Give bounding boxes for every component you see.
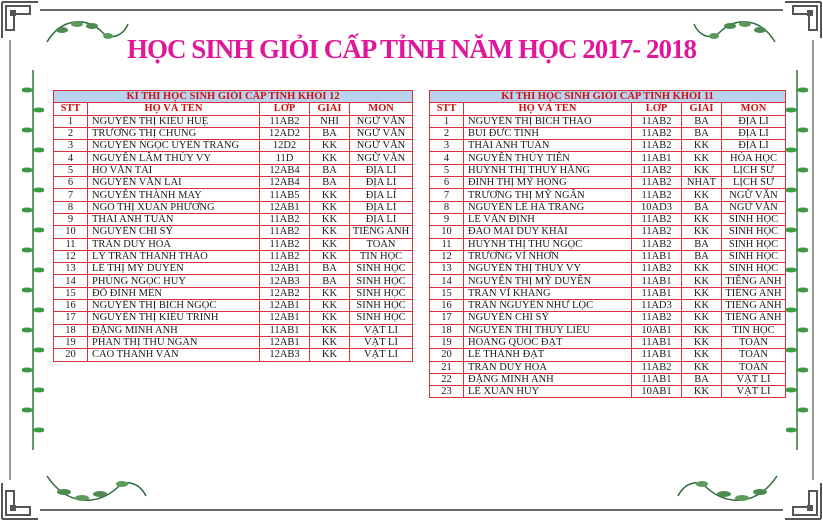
cell-class: 12AB4 (260, 164, 310, 176)
cell-subject: TIẾNG ANH (722, 287, 786, 299)
cell-class: 11AB2 (632, 361, 682, 373)
frame-left-line (9, 40, 11, 480)
table-row (54, 238, 413, 250)
cell-award: KK (310, 287, 350, 299)
cell-class: 11AB1 (632, 373, 682, 385)
cell-name: TRƯƠNG THỊ MỸ NGÂN (464, 189, 632, 201)
cell-name: ĐINH THỊ MỸ HỒNG (464, 177, 632, 189)
cell-award: KK (682, 275, 722, 287)
cell-award: KK (310, 349, 350, 361)
cell-stt: 2 (430, 127, 464, 139)
cell-name: TRẦN DUY HÒA (88, 238, 260, 250)
cell-name: NGUYỄN THÚY TIÊN (464, 152, 632, 164)
cell-award: BA (682, 250, 722, 262)
table-caption: KÌ THI HỌC SINH GIỎI CẤP TỈNH KHỐI 11 (430, 91, 786, 103)
cell-class: 12AB1 (260, 300, 310, 312)
cell-subject: TIẾNG ANH (722, 275, 786, 287)
cell-subject: ĐỊA LÍ (722, 115, 786, 127)
cell-stt: 19 (54, 336, 88, 348)
cell-stt: 6 (430, 177, 464, 189)
cell-subject: NGỮ VĂN (350, 127, 413, 139)
cell-subject: TOÁN (722, 349, 786, 361)
table-row (54, 226, 413, 238)
cell-subject: ĐỊA LÍ (722, 127, 786, 139)
cell-name: LÊ XUÂN HUY (464, 386, 632, 398)
table-row (430, 275, 786, 287)
cell-name: NGUYỄN THỊ THÚY VY (464, 263, 632, 275)
cell-stt: 7 (54, 189, 88, 201)
cell-subject: TIẾNG ANH (350, 226, 413, 238)
cell-stt: 16 (54, 300, 88, 312)
table-row (430, 238, 786, 250)
cell-class: 12D2 (260, 140, 310, 152)
cell-name: TRẦN NGUYỄN NHƯ LỘC (464, 300, 632, 312)
table-row (54, 250, 413, 262)
cell-name: NGUYỄN VĂN LAI (88, 177, 260, 189)
cell-award: KK (682, 263, 722, 275)
cell-class: 11AB1 (632, 275, 682, 287)
cell-stt: 3 (54, 140, 88, 152)
cell-class: 11AB1 (632, 152, 682, 164)
cell-class: 11AB2 (632, 312, 682, 324)
cell-stt: 18 (430, 324, 464, 336)
table-row (54, 115, 413, 127)
cell-subject: VẬT LÍ (350, 324, 413, 336)
cell-subject: TIẾNG ANH (722, 312, 786, 324)
cell-subject: TIN HỌC (350, 250, 413, 262)
column-header-class: LỚP (632, 103, 682, 115)
table-row (430, 140, 786, 152)
cell-subject: TOÁN (722, 361, 786, 373)
cell-class: 11AB2 (632, 140, 682, 152)
cell-name: HUỲNH THỊ THU NGỌC (464, 238, 632, 250)
cell-subject: HÓA HỌC (722, 152, 786, 164)
cell-stt: 8 (54, 201, 88, 213)
table-row (430, 373, 786, 385)
cell-class: 12AB1 (260, 263, 310, 275)
cell-stt: 12 (54, 250, 88, 262)
cell-subject: SINH HỌC (722, 213, 786, 225)
table-row (54, 312, 413, 324)
cell-stt: 20 (54, 349, 88, 361)
cell-award: BA (682, 127, 722, 139)
cell-stt: 15 (54, 287, 88, 299)
vine-left-icon (22, 70, 44, 450)
cell-award: KK (682, 361, 722, 373)
cell-class: 12AB3 (260, 275, 310, 287)
cell-award: KK (682, 140, 722, 152)
cell-subject: SINH HỌC (350, 287, 413, 299)
cell-class: 11AB2 (632, 189, 682, 201)
cell-class: 12AB1 (260, 336, 310, 348)
cell-name: TRẦN VĨ KHANG (464, 287, 632, 299)
cell-stt: 17 (430, 312, 464, 324)
grade-11-table (429, 90, 786, 398)
cell-stt: 12 (430, 250, 464, 262)
table-row (54, 164, 413, 176)
cell-name: PHAN THỊ THU NGÂN (88, 336, 260, 348)
cell-subject: SINH HỌC (722, 226, 786, 238)
cell-stt: 17 (54, 312, 88, 324)
corner-ornament-bottom-left-icon (0, 481, 40, 521)
cell-name: NGUYỄN THỊ BÍCH THẢO (464, 115, 632, 127)
cell-subject: ĐỊA LÍ (722, 140, 786, 152)
cell-subject: NGỮ VĂN (722, 189, 786, 201)
table-row (54, 189, 413, 201)
cell-award: KK (682, 349, 722, 361)
table-row (430, 226, 786, 238)
table-row (54, 213, 413, 225)
cell-stt: 23 (430, 386, 464, 398)
cell-class: 11AB2 (260, 226, 310, 238)
table-body (54, 115, 413, 361)
table-row (430, 115, 786, 127)
table-row (54, 177, 413, 189)
cell-class: 11AB2 (260, 238, 310, 250)
cell-stt: 2 (54, 127, 88, 139)
table-row (430, 164, 786, 176)
cell-stt: 16 (430, 300, 464, 312)
table-row (54, 336, 413, 348)
table-row (54, 152, 413, 164)
table-row (54, 127, 413, 139)
cell-class: 12AB4 (260, 177, 310, 189)
cell-award: KK (310, 300, 350, 312)
cell-award: KK (310, 312, 350, 324)
frame-top-line (40, 9, 783, 11)
cell-stt: 9 (430, 213, 464, 225)
column-header-award: GIẢI (682, 103, 722, 115)
leaf-swirl-bottom-right-icon (672, 466, 782, 510)
page-title: HỌC SINH GIỎI CẤP TỈNH NĂM HỌC 2017- 2018 (126, 34, 697, 64)
cell-stt: 21 (430, 361, 464, 373)
cell-name: ĐỖ ĐÌNH MẾN (88, 287, 260, 299)
cell-award: KK (682, 213, 722, 225)
cell-award: KK (682, 226, 722, 238)
cell-class: 10AD3 (632, 201, 682, 213)
cell-award: BA (310, 275, 350, 287)
cell-name: LÊ VĂN ĐỊNH (464, 213, 632, 225)
table-body (430, 115, 786, 398)
cell-stt: 22 (430, 373, 464, 385)
cell-subject: NGỮ VĂN (350, 140, 413, 152)
cell-subject: VẬT LÍ (350, 336, 413, 348)
cell-class: 11AB2 (632, 213, 682, 225)
cell-name: NGUYỄN CHÍ SỸ (88, 226, 260, 238)
cell-name: HUỲNH THỊ THÚY HẰNG (464, 164, 632, 176)
vine-right-icon (786, 70, 808, 450)
cell-name: THÁI ANH TUẤN (88, 213, 260, 225)
cell-class: 12AD2 (260, 127, 310, 139)
cell-award: KK (310, 140, 350, 152)
cell-class: 11D (260, 152, 310, 164)
cell-stt: 5 (54, 164, 88, 176)
cell-name: TRƯƠNG THỊ CHUNG (88, 127, 260, 139)
cell-class: 11AB2 (632, 127, 682, 139)
cell-award: KK (682, 152, 722, 164)
cell-subject: VẬT LÍ (350, 349, 413, 361)
cell-name: BÙI ĐỨC TÍNH (464, 127, 632, 139)
frame-right-line (812, 40, 814, 480)
cell-class: 11AB1 (260, 324, 310, 336)
cell-stt: 4 (430, 152, 464, 164)
cell-subject: VẬT LÍ (722, 386, 786, 398)
cell-award: KK (682, 324, 722, 336)
cell-stt: 10 (54, 226, 88, 238)
cell-subject: SINH HỌC (350, 263, 413, 275)
cell-name: NGÔ THỊ XUÂN PHƯƠNG (88, 201, 260, 213)
corner-ornament-bottom-right-icon (783, 481, 823, 521)
cell-award: BA (310, 177, 350, 189)
table-row (54, 349, 413, 361)
cell-subject: SINH HỌC (722, 250, 786, 262)
cell-stt: 11 (430, 238, 464, 250)
cell-subject: ĐỊA LÍ (350, 177, 413, 189)
cell-class: 11AB1 (632, 336, 682, 348)
cell-stt: 18 (54, 324, 88, 336)
cell-stt: 14 (54, 275, 88, 287)
cell-award: KK (682, 164, 722, 176)
cell-class: 11AB1 (632, 349, 682, 361)
table-row (430, 300, 786, 312)
cell-subject: NGỮ VĂN (350, 152, 413, 164)
cell-award: KK (310, 250, 350, 262)
cell-award: BA (682, 201, 722, 213)
table-row (54, 201, 413, 213)
table-row (430, 213, 786, 225)
cell-award: KK (310, 201, 350, 213)
leaf-swirl-bottom-left-icon (42, 466, 152, 510)
table-row (430, 127, 786, 139)
cell-subject: ĐỊA LÍ (350, 201, 413, 213)
cell-award: KK (310, 226, 350, 238)
cell-class: 12AB1 (260, 312, 310, 324)
cell-stt: 7 (430, 189, 464, 201)
cell-award: KK (682, 312, 722, 324)
cell-subject: TIẾNG ANH (722, 300, 786, 312)
cell-name: ĐÀO MAI DUY KHẢI (464, 226, 632, 238)
cell-class: 11AB5 (260, 189, 310, 201)
cell-award: BA (682, 238, 722, 250)
table-row (430, 287, 786, 299)
cell-class: 11AB2 (632, 226, 682, 238)
cell-award: KK (310, 152, 350, 164)
table-row (430, 152, 786, 164)
cell-subject: TIN HỌC (722, 324, 786, 336)
cell-name: LÝ TRẦN THANH THẢO (88, 250, 260, 262)
cell-class: 11AD3 (632, 300, 682, 312)
cell-stt: 5 (430, 164, 464, 176)
table-row (430, 349, 786, 361)
cell-stt: 1 (54, 115, 88, 127)
cell-name: NGUYỄN THỊ THÙY LIỄU (464, 324, 632, 336)
cell-subject: ĐỊA LÍ (350, 164, 413, 176)
cell-class: 10AB1 (632, 324, 682, 336)
cell-award: BA (682, 115, 722, 127)
cell-subject: LỊCH SỬ (722, 177, 786, 189)
cell-award: KK (682, 287, 722, 299)
cell-name: HOÀNG QUỐC ĐẠT (464, 336, 632, 348)
table-caption: KÌ THI HỌC SINH GIỎI CẤP TỈNH KHỐI 12 (54, 91, 413, 103)
cell-class: 11AB2 (632, 263, 682, 275)
cell-name: NGUYỄN THỊ BÍCH NGỌC (88, 300, 260, 312)
cell-award: NHẤT (682, 177, 722, 189)
table-row (430, 263, 786, 275)
table-row (54, 287, 413, 299)
cell-stt: 14 (430, 275, 464, 287)
cell-award: NHÌ (310, 115, 350, 127)
cell-name: NGUYỄN LÂM THÚY VY (88, 152, 260, 164)
table-row (430, 324, 786, 336)
cell-award: KK (682, 189, 722, 201)
table-row (430, 361, 786, 373)
cell-name: NGUYỄN THỊ MỸ DUYÊN (464, 275, 632, 287)
column-header-name: HỌ VÀ TÊN (464, 103, 632, 115)
table-row (430, 386, 786, 398)
cell-award: KK (310, 189, 350, 201)
cell-subject: ĐỊA LÍ (350, 189, 413, 201)
cell-name: HỒ VĂN TÀI (88, 164, 260, 176)
cell-name: NGUYỄN LÊ HÀ TRANG (464, 201, 632, 213)
cell-award: KK (310, 336, 350, 348)
cell-class: 11AB2 (260, 115, 310, 127)
cell-award: BA (682, 373, 722, 385)
cell-stt: 19 (430, 336, 464, 348)
cell-name: THÁI ANH TUẤN (464, 140, 632, 152)
column-header-stt: STT (430, 103, 464, 115)
cell-class: 11AB2 (632, 164, 682, 176)
cell-name: CAO THANH VÂN (88, 349, 260, 361)
cell-name: NGUYỄN NGỌC UYÊN TRANG (88, 140, 260, 152)
cell-subject: SINH HỌC (350, 312, 413, 324)
table-row (430, 250, 786, 262)
column-header-class: LỚP (260, 103, 310, 115)
cell-class: 11AB2 (632, 115, 682, 127)
table-row (430, 336, 786, 348)
cell-name: TRẦN DUY HÒA (464, 361, 632, 373)
cell-stt: 20 (430, 349, 464, 361)
cell-name: NGUYỄN THỊ KIỀU TRINH (88, 312, 260, 324)
cell-name: NGUYỄN CHÍ SỸ (464, 312, 632, 324)
cell-stt: 15 (430, 287, 464, 299)
cell-stt: 10 (430, 226, 464, 238)
cell-subject: SINH HỌC (722, 238, 786, 250)
column-header-subject: MÔN (350, 103, 413, 115)
cell-class: 10AB1 (632, 386, 682, 398)
cell-class: 11AB2 (632, 238, 682, 250)
cell-award: BA (310, 263, 350, 275)
table-row (430, 312, 786, 324)
cell-subject: SINH HỌC (722, 263, 786, 275)
cell-stt: 8 (430, 201, 464, 213)
table-row (430, 189, 786, 201)
cell-class: 11AB2 (260, 250, 310, 262)
cell-award: KK (310, 213, 350, 225)
cell-name: ĐẶNG MINH ANH (88, 324, 260, 336)
column-header-subject: MÔN (722, 103, 786, 115)
cell-award: KK (310, 324, 350, 336)
cell-subject: NGỮ VĂN (350, 115, 413, 127)
table-row (54, 300, 413, 312)
cell-stt: 3 (430, 140, 464, 152)
cell-stt: 11 (54, 238, 88, 250)
cell-subject: VẬT LÍ (722, 373, 786, 385)
cell-subject: SINH HỌC (350, 275, 413, 287)
table-row (54, 324, 413, 336)
table-row (54, 140, 413, 152)
cell-award: KK (682, 336, 722, 348)
cell-award: KK (682, 300, 722, 312)
cell-stt: 1 (430, 115, 464, 127)
cell-award: KK (682, 386, 722, 398)
table-row (54, 275, 413, 287)
cell-stt: 13 (430, 263, 464, 275)
cell-name: LÊ THÀNH ĐẠT (464, 349, 632, 361)
table-row (430, 177, 786, 189)
cell-name: ĐẶNG MINH ANH (464, 373, 632, 385)
cell-stt: 9 (54, 213, 88, 225)
cell-class: 12AB1 (260, 201, 310, 213)
cell-subject: SINH HỌC (350, 300, 413, 312)
cell-class: 12AB2 (260, 287, 310, 299)
cell-name: NGUYỄN THÀNH MAY (88, 189, 260, 201)
cell-subject: LỊCH SỬ (722, 164, 786, 176)
cell-stt: 13 (54, 263, 88, 275)
table-row (430, 201, 786, 213)
cell-class: 11AB2 (632, 177, 682, 189)
grade-12-table (53, 90, 413, 362)
cell-name: PHÙNG NGỌC HUY (88, 275, 260, 287)
cell-name: TRƯƠNG VĨ NHƠN (464, 250, 632, 262)
column-header-stt: STT (54, 103, 88, 115)
cell-class: 11AB1 (632, 250, 682, 262)
cell-class: 11AB1 (632, 287, 682, 299)
column-header-award: GIẢI (310, 103, 350, 115)
column-header-name: HỌ VÀ TÊN (88, 103, 260, 115)
cell-award: BA (310, 164, 350, 176)
cell-subject: TOÁN (722, 336, 786, 348)
cell-stt: 6 (54, 177, 88, 189)
cell-name: LÊ THỊ MỸ DUYÊN (88, 263, 260, 275)
table-row (54, 263, 413, 275)
cell-award: BA (310, 127, 350, 139)
cell-name: NGUYỄN THỊ KIỀU HUỆ (88, 115, 260, 127)
cell-class: 11AB2 (260, 213, 310, 225)
cell-subject: NGỮ VĂN (722, 201, 786, 213)
cell-stt: 4 (54, 152, 88, 164)
cell-subject: ĐỊA LÍ (350, 213, 413, 225)
cell-subject: TOÁN (350, 238, 413, 250)
cell-class: 12AB3 (260, 349, 310, 361)
cell-award: KK (310, 238, 350, 250)
